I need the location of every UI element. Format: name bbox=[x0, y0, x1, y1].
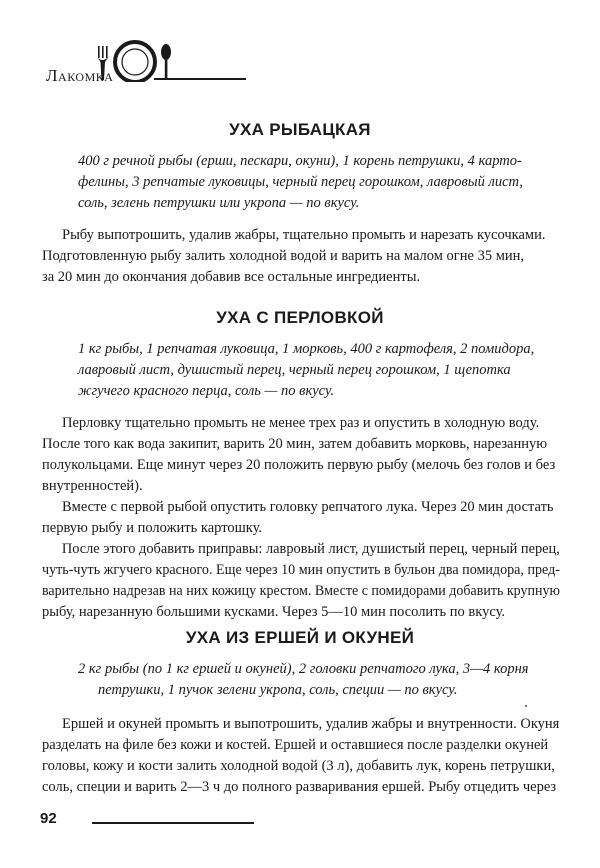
running-header bbox=[40, 40, 225, 85]
instruction-paragraph bbox=[42, 413, 560, 497]
header-title: Лакомка bbox=[46, 66, 114, 85]
text-line: варительно надрезав на них кожицу крестом. Вместе с помидорами добавить крупную bbox=[42, 583, 560, 599]
instruction-paragraph bbox=[42, 539, 560, 623]
text-line: После того как вода закипит, варить 20 мин, затем добавить морковь, нарезанную bbox=[42, 436, 548, 452]
text-line: разделать на филе без кожи и костей. Ершей и оставшиеся после разделки окуней bbox=[42, 737, 549, 753]
recipe-title: УХА С ПЕРЛОВКОЙ bbox=[216, 308, 384, 327]
header-rule bbox=[154, 78, 246, 80]
print-speck bbox=[525, 705, 527, 707]
recipe-title: УХА ИЗ ЕРШЕЙ И ОКУНЕЙ bbox=[185, 628, 415, 647]
ingredients-line: 1 кг рыбы, 1 репчатая луковица, 1 морковь, 400 г картофеля, 2 помидора, bbox=[78, 341, 535, 357]
ingredients-line: соль, зелень петрушки или укропа — по вкусу. bbox=[78, 195, 360, 211]
ingredients-line: лавровый лист, душистый перец, черный перец горошком, 1 щепотка bbox=[78, 362, 511, 378]
recipe-ingredients bbox=[78, 339, 558, 402]
ingredients-line: петрушки, 1 пучок зелени укропа, соль, специи — по вкусу. bbox=[98, 682, 458, 698]
text-line: Подготовленную рыбу залить холодной водой и варить на малом огне 35 мин, bbox=[42, 248, 525, 264]
instruction-paragraph bbox=[42, 225, 560, 288]
ingredients-line: жгучего красного перца, соль — по вкусу. bbox=[78, 383, 335, 399]
text-line: Рыбу выпотрошить, удалив жабры, тщательно промыть и нарезать кусочками. bbox=[62, 227, 546, 243]
text-line: Перловку тщательно промыть не менее трех раз и опустить в холодную воду. bbox=[62, 415, 540, 431]
text-line: за 20 мин до окончания добавив все остальные ингредиенты. bbox=[42, 269, 421, 285]
text-line: Вместе с первой рыбой опустить головку репчатого лука. Через 20 мин достать bbox=[62, 499, 554, 515]
text-line: внутренностей). bbox=[42, 478, 143, 494]
recipe-ingredients bbox=[78, 659, 558, 701]
recipe-title: УХА РЫБАЦКАЯ bbox=[229, 120, 371, 139]
page-number: 92 bbox=[40, 810, 57, 827]
text-line: первую рыбу и положить картошку. bbox=[42, 520, 263, 536]
text-line: рыбу, нарезанную большими кусками. Через 5—10 мин посолить по вкусу. bbox=[42, 604, 506, 620]
instruction-paragraph bbox=[42, 714, 560, 798]
ingredients-line: фелины, 3 репчатые луковицы, черный перец горошком, лавровый лист, bbox=[78, 174, 523, 190]
ingredients-line: 400 г речной рыбы (ерши, пескари, окуни), 1 корень петрушки, 4 карто- bbox=[78, 153, 522, 169]
instruction-paragraph bbox=[42, 497, 560, 539]
footer-rule bbox=[92, 822, 254, 824]
text-line: соль, специи и варить 2—3 ч до полного разваривания ершей. Рыбу отцедить через bbox=[42, 779, 557, 795]
text-line: полукольцами. Еще минут через 20 положить первую рыбу (мелочь без голов и без bbox=[42, 457, 556, 473]
text-line: После этого добавить приправы: лавровый лист, душистый перец, черный перец, bbox=[61, 541, 560, 557]
text-line: чуть-чуть жгучего красного. Еще через 10 мин опустить в бульон два помидора, пред- bbox=[42, 562, 560, 578]
text-line: Ершей и окуней промыть и выпотрошить, удалив жабры и внутренности. Окуня bbox=[62, 716, 560, 732]
text-line: головы, кожу и кости залить холодной водой (3 л), добавить лук, корень петрушки, bbox=[42, 758, 555, 774]
recipe-ingredients bbox=[78, 151, 558, 214]
ingredients-line: 2 кг рыбы (по 1 кг ершей и окуней), 2 головки репчатого лука, 3—4 корня bbox=[78, 661, 529, 677]
